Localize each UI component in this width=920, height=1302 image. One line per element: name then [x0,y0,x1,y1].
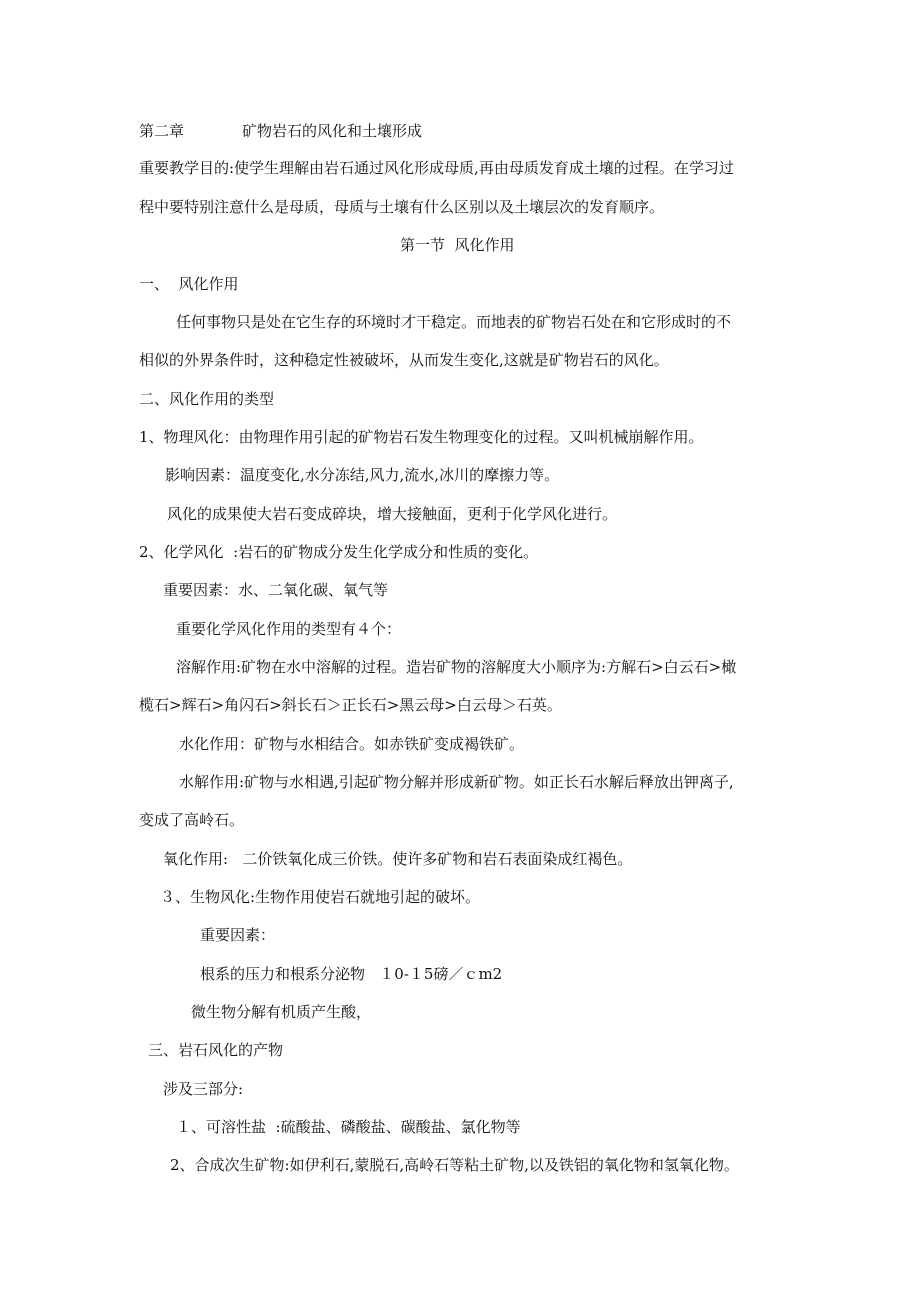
hydrolysis-line-2: 变成了高岭石。 [139,811,245,829]
objective-line-1: 重要教学目的:使学生理解由岩石通过风化形成母质,再由母质发育成土壤的过程。在学习过 [139,159,734,177]
physical-weathering: 1、物理风化：由物理作用引起的矿物岩石发生物理变化的过程。又叫机械崩解作用。 [139,428,704,446]
biological-weathering: ３、生物风化:生物作用使岩石就地引起的破坏。 [160,888,481,906]
chemical-factors: 重要因素：水、二氧化碳、氧气等 [163,581,389,599]
chapter-heading [139,121,422,141]
hydration: 水化作用：矿物与水相结合。如赤铁矿变成褐铁矿。 [179,735,525,753]
root-pressure: 根系的压力和根系分泌物 １0-１5磅／ｃm2 [200,965,503,983]
hydrolysis-line-1: 水解作用:矿物与水相遇,引起矿物分解并形成新矿物。如正长石水解后释放出钾离子, [179,773,734,791]
oxidation: 氧化作用: 二价铁氧化成三价铁。使许多矿物和岩石表面染成红褐色。 [163,850,633,868]
physical-factors: 影响因素：温度变化,水分冻结,风力,流水,冰川的摩擦力等。 [165,466,560,484]
part2-heading: 二、风化作用的类型 [139,390,275,408]
product-item-2: 2、合成次生矿物:如伊利石,蒙脱石,高岭石等粘土矿物,以及铁铝的氧化物和氢氧化物。 [170,1156,739,1174]
section-title: 第一节 风化作用 [400,236,515,254]
chemical-types: 重要化学风化作用的类型有４个： [176,620,402,638]
part1-para-line-2: 相似的外界条件时，这种稳定性被破坏，从而发生变化,这就是矿物岩石的风化。 [139,351,669,369]
chapter-label: 第二章 [139,122,185,140]
chemical-weathering: 2、化学风化 :岩石的矿物成分发生化学成分和性质的变化。 [139,543,539,561]
product-item-1: １、可溶性盐 :硫酸盐、磷酸盐、碳酸盐、氯化物等 [176,1118,521,1136]
part1-heading: 一、 风化作用 [139,275,239,293]
dissolution-line-1: 溶解作用:矿物在水中溶解的过程。造岩矿物的溶解度大小顺序为:方解石>白云石>橄 [176,658,737,676]
part3-heading: 三、岩石风化的产物 [148,1041,284,1059]
objective-line-2: 程中要特别注意什么是母质，母质与土壤有什么区别以及土壤层次的发育顺序。 [139,198,665,216]
microbe-acid: 微生物分解有机质产生酸， [191,1003,372,1021]
dissolution-line-2: 榄石>辉石>角闪石>斜长石＞正长石>黑云母>白云母＞石英。 [139,696,562,714]
part1-para-line-1: 任何事物只是处在它生存的环境时才干稳定。而地表的矿物岩石处在和它形成时的不 [176,313,732,331]
bio-factors: 重要因素： [200,926,276,944]
part3-includes: 涉及三部分: [163,1080,244,1098]
chapter-title: 矿物岩石的风化和土壤形成 [242,122,423,140]
physical-result: 风化的成果使大岩石变成碎块，增大接触面，更利于化学风化进行。 [167,505,618,523]
